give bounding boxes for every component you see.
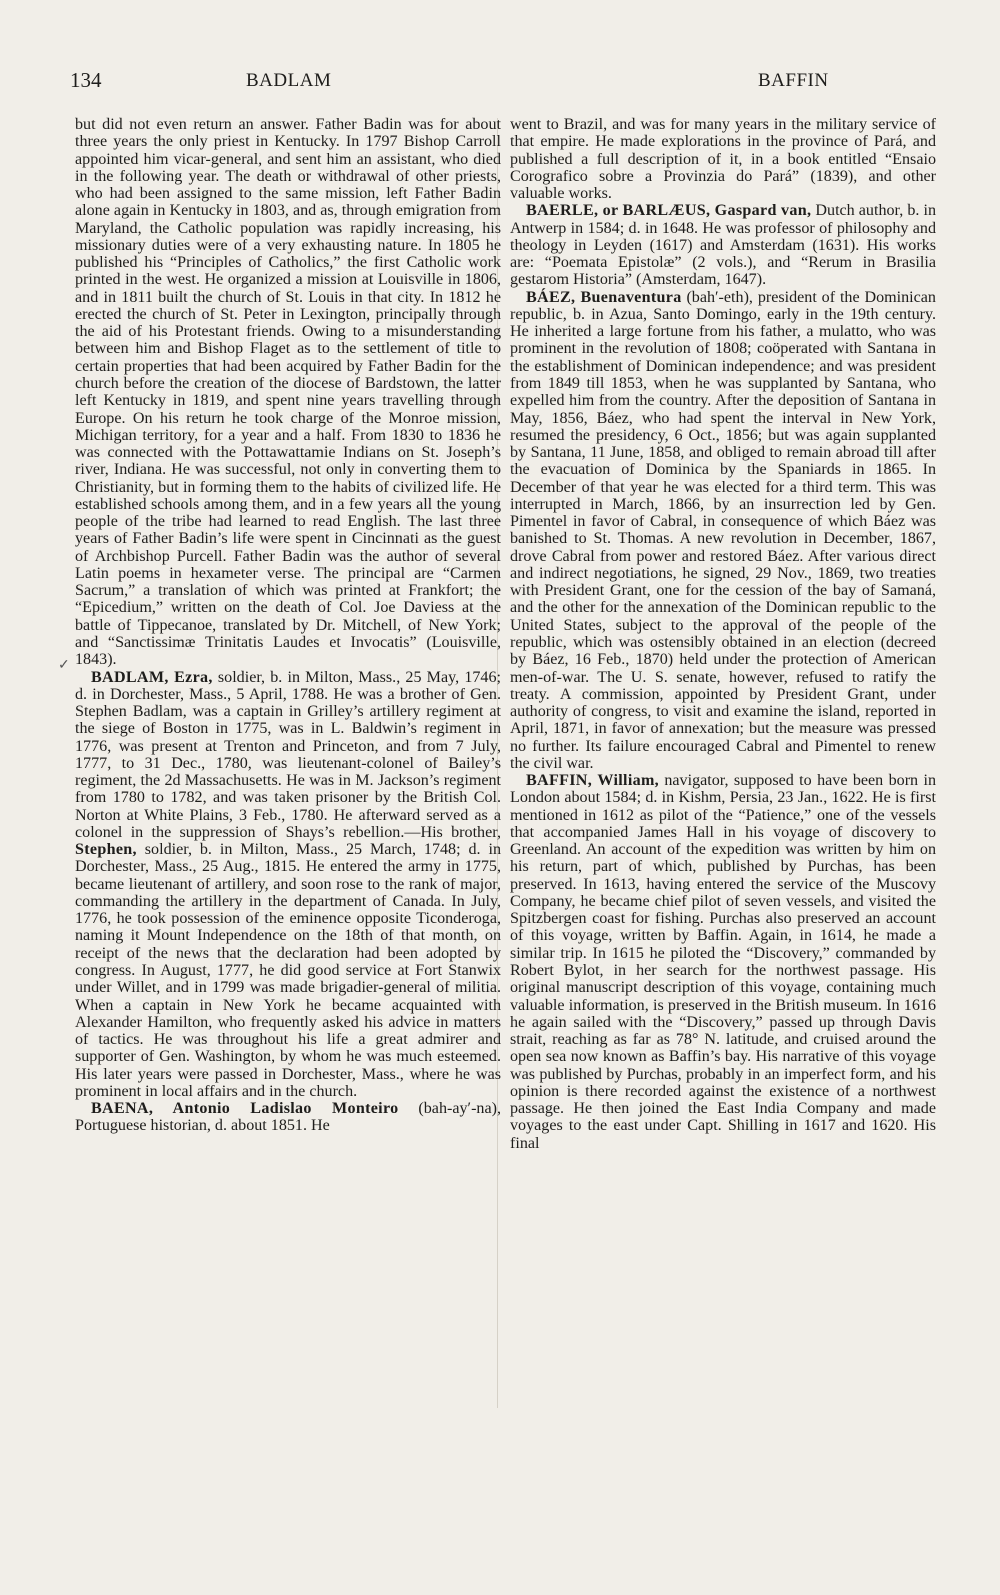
entry-name-baerle: BAERLE, or BARLÆUS, Gaspard van,	[526, 202, 812, 220]
baffin-entry-text: navigator, supposed to have been born in London about 1584; d. in Kishm, Persia, 23 Jan., 1622. He is first mentioned in 1612 as pilot of the “Patience,” one of the vessels that accompanied James Hall in his voyage of discovery to Greenland. An account of the expedition was written by him on his return, part of which, published by Purchas, has been preserved. In 1613, having entered the service of the Muscovy Company, he became chief pilot of seven vessels, and visited the Spitzbergen coast for fishing. Purchas also preserved an account of this voyage, written by Baffin. Again, in 1614, he made a similar trip. In 1615 he piloted the “Discovery,” commanded by Robert Bylot, in her search for the northwest passage. His original manuscript description of this voyage, containing much valuable information, is preserved in the British museum. In 1616 he again sailed with the “Discovery,” passed up through Davis strait, reaching as far as 78° N. latitude, and cruised around the open sea now known as Baffin’s bay. His narrative of this voyage was published by Purchas, probably in an imperfect form, and his opinion is there recorded against the existence of a northwest passage. He then joined the East India Company and made voyages to the east under Capt. Shilling in 1617 and 1620. His final	[510, 772, 936, 1152]
baena-entry	[75, 1100, 501, 1135]
page-header	[70, 68, 950, 98]
baerle-entry-text: Dutch author, b. in Antwerp in 1584; d. in 1648. He was professor of philosophy and theology in Leyden (1617) and Amsterdam (1631). His works are: “Poemata Epistolæ” (2 vols.), and “Rerum in Brasilia gestarom Historia” (Amsterdam, 1647).	[510, 202, 936, 289]
running-head-left: BADLAM	[246, 70, 332, 91]
entry-name-baez: BÁEZ, Buenaventura	[526, 288, 682, 306]
baena-entry-continuation: went to Brazil, and was for many years in the military service of that empire. He made explorations in the province of Pará, and published a full description of it, in a book entitled “Ensaio Corografico sobre a Provinzia do Pará” (1839), and other valuable works.	[510, 116, 936, 203]
right-column	[510, 116, 936, 1152]
baez-entry-text: (bah′-eth), president of the Dominican republic, b. in Azua, Santo Domingo, early in the 19th century. He inherited a large fortune from his father, a mulatto, who was prominent in the revolution of 1808; coöperated with Santana in the establishment of Dominican independence; and was president from 1849 till 1853, when he was supplanted by Santana, who expelled him from the country. After the deposition of Santana in May, 1856, Báez, who had spent the interval in New York, resumed the presidency, 6 Oct., 1856; but was again supplanted by Santana, 11 June, 1858, and obliged to remain abroad till after the evacuation of Dominica by the Spaniards in 1865. In December of that year he was elected for a third term. This was interrupted in March, 1866, by an insurrection led by Gen. Pimentel in favor of Cabral, in consequence of which Báez was banished to St. Thomas. A new revolution in December, 1867, drove Cabral from power and restored Báez. After various direct and indirect negotiations, he signed, 29 Nov., 1869, two treaties with President Grant, one for the cession of the bay of Samaná, and the other for the annexation of the Dominican republic to the United States, subject to the approval of the people of the republic, which was ostensibly obtained in an election (decreed by Báez, 16 Feb., 1870) held under the protection of American men-of-war. The U. S. senate, however, refused to ratify the treaty. A commission, appointed by President Grant, under authority of congress, to visit and examine the island, reported in April, 1871, in favor of annexation; but the measure was pressed no further. Its failure encouraged Cabral and Pimentel to renew the civil war.	[510, 288, 936, 772]
badlam-entry	[75, 669, 501, 1101]
badlam-entry-text: soldier, b. in Milton, Mass., 25 May, 1746; d. in Dorchester, Mass., 5 April, 1788. He was a brother of Gen. Stephen Badlam, was a captain in Grilley’s artillery regiment at the siege of Boston in 1775, was in L. Baldwin’s regiment in 1776, was present at Trenton and Princeton, and from 7 July, 1777, to 31 Dec., 1780, was lieutenant-colonel of Bailey’s regiment, the 2d Massachusetts. He was in M. Jackson’s regiment from 1780 to 1782, and was taken prisoner by the British Col. Norton at White Plains, 3 Feb., 1780. He afterward served as a colonel in the suppression of Shays’s rebellion.—His brother,	[75, 668, 501, 841]
entry-name-stephen: Stephen,	[75, 841, 137, 859]
baffin-entry	[510, 772, 936, 1152]
left-column	[75, 116, 501, 1135]
stephen-entry-text: soldier, b. in Milton, Mass., 25 March, 1748; d. in Dorchester, Mass., 25 Aug., 1815. He entered the army in 1775, became lieutenant of artillery, and soon rose to the rank of major, commanding the artillery in the department of Canada. In July, 1776, he took possession of the eminence opposite Ticonderoga, naming it Mount Independence on the 18th of that month, on receipt of the news that the declaration had been adopted by congress. In August, 1777, he did good service at Fort Stanwix under Willet, and in 1799 was made brigadier-general of militia. When a captain in New York he became acquainted with Alexander Hamilton, who frequently asked his advice in matters of tactics. He was throughout his life a great admirer and supporter of Gen. Washington, by whom he was much esteemed. His later years were passed in Dorchester, Mass., where he was prominent in local affairs and in the church.	[75, 841, 501, 1100]
baena-entry-text: (bah-ay′-na), Portuguese historian, d. about 1851. He	[75, 1100, 501, 1135]
entry-name-badlam-ezra: BADLAM, Ezra,	[91, 668, 213, 686]
baez-entry	[510, 289, 936, 772]
entry-name-baffin: BAFFIN, William,	[526, 772, 659, 790]
badin-entry-continuation: but did not even return an answer. Father Badin was for about three years the only priest in Kentucky. In 1797 Bishop Carroll appointed him vicar-general, and sent him an assistant, who died in the following year. The death or withdrawal of other priests, who had been assigned to the same mission, left Father Badin alone again in Kentucky in 1803, and as, through emigration from Maryland, the Catholic population was rapidly increasing, his missionary duties were of a very exhausting nature. In 1805 he published his “Principles of Catholics,” the first Catholic work printed in the west. He organized a mission at Louisville in 1806, and in 1811 built the church of St. Louis in that city. In 1812 he erected the church of St. Peter in Lexington, principally through the aid of his Protestant friends. Owing to a misunderstanding between him and Bishop Flaget as to the settlement of title to certain properties that had been acquired by Father Badin for the church before the creation of the diocese of Bardstown, the latter left Kentucky in 1819, and spent nine years travelling through Europe. On his return he took charge of the Monroe mission, Michigan territory, for a year and a half. From 1830 to 1836 he was connected with the Pottawattamie Indians on St. Joseph’s river, Indiana. He was successful, not only in converting them to Christianity, but in forming them to the habits of civilized life. He established schools among them, and in a few years all the young people of the tribe had learned to read English. The last three years of Father Badin’s life were spent in Cincinnati as the guest of Archbishop Purcell. Father Badin was the author of several Latin poems in hexameter verse. The principal are “Carmen Sacrum,” a translation of which was printed at Frankfort; the “Epicedium,” written on the death of Col. Joe Daviess at the battle of Tippecanoe, translated by Dr. Mitchell, of New York; and “Sanctissimæ Trinitatis Laudes et Invocatis” (Louisville, 1843).	[75, 116, 501, 669]
margin-mark: ✓	[58, 658, 70, 673]
entry-name-baena: BAENA, Antonio Ladislao Monteiro	[91, 1100, 399, 1118]
page-number: 134	[70, 68, 102, 92]
running-head-right: BAFFIN	[758, 70, 829, 91]
baerle-entry	[510, 202, 936, 288]
